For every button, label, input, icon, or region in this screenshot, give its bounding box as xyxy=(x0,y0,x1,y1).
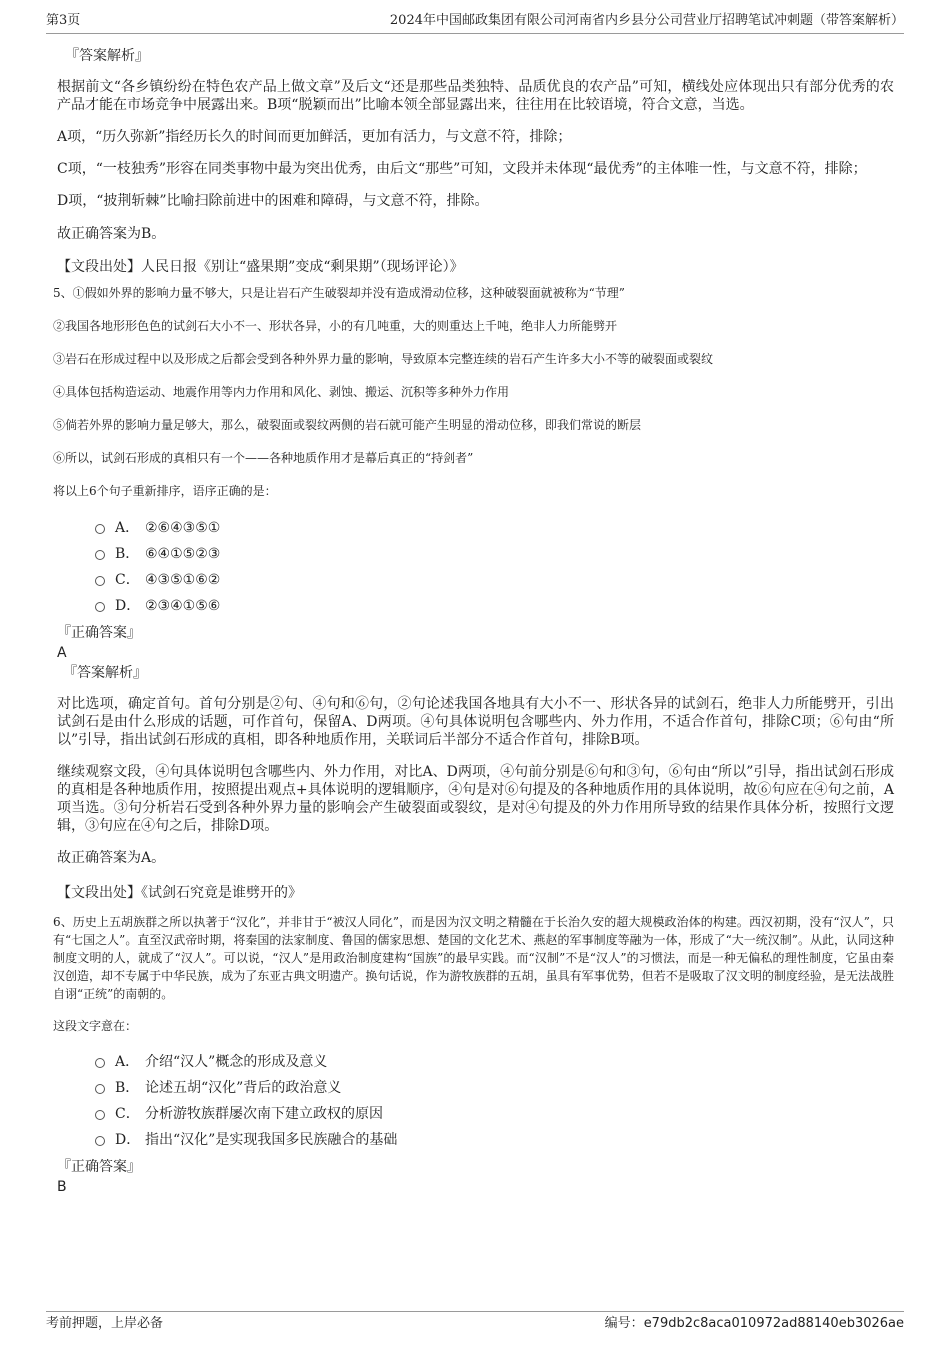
analysis-label: 『答案解析』 xyxy=(63,665,147,681)
option-text: ⑥④①⑤②③ xyxy=(145,546,221,562)
question-sentence: ②我国各地形形色色的试剑石大小不一、形状各异，小的有几吨重，大的则重达上千吨，绝非人力所能劈开 xyxy=(53,319,618,333)
option-text: 指出“汉化”是实现我国多民族融合的基础 xyxy=(145,1132,398,1148)
question-prompt: 这段文字意在： xyxy=(53,1019,138,1033)
analysis-conclusion: 故正确答案为B。 xyxy=(57,226,166,242)
radio-button-icon[interactable] xyxy=(95,1136,105,1146)
option-b[interactable]: B． 论述五胡“汉化”背后的政治意义 xyxy=(57,1075,894,1101)
option-text: 分析游牧族群屡次南下建立政权的原因 xyxy=(145,1106,383,1122)
question-sentence: ⑤倘若外界的影响力量足够大，那么，破裂面或裂纹两侧的岩石就可能产生明显的滑动位移，即我们常说的断层 xyxy=(53,418,642,432)
analysis-paragraph: 对比选项，确定首句。首句分别是②句、④句和⑥句，②句论述我国各地具有大小不一、形状各异的试剑石，绝非人力所能劈开，引出试剑石是由什么形成的话题，可作首句，保留A、D两项。④句具体说明包含哪些内、外力作用，不适合作首句，排除C项；⑥句由“所以”引导，指出试剑石形成的真相，即各种地质作用，关联词后半部分不适合作首句，排除B项。 xyxy=(57,696,894,748)
analysis-paragraph: A项，“历久弥新”指经历长久的时间而更加鲜活，更加有活力，与文意不符，排除； xyxy=(57,129,572,145)
option-text: ②⑥④③⑤① xyxy=(145,520,221,536)
page-header xyxy=(46,13,904,34)
option-b[interactable]: B． ⑥④①⑤②③ xyxy=(57,541,894,567)
document-code-value: e79db2c8aca010972ad88140eb3026ae xyxy=(643,1316,904,1331)
radio-button-icon[interactable] xyxy=(95,1084,105,1094)
option-a[interactable]: A． 介绍“汉人”概念的形成及意义 xyxy=(57,1049,894,1075)
analysis-paragraph: D项，“披荆斩棘”比喻扫除前进中的困难和障碍，与文意不符，排除。 xyxy=(57,193,489,209)
option-text: ④③⑤①⑥② xyxy=(145,572,221,588)
correct-answer: A xyxy=(57,645,67,661)
correct-answer-label: 『正确答案』 xyxy=(57,1159,141,1175)
source-citation: 【文段出处】人民日报《别让“盛果期”变成“剩果期”（现场评论）》 xyxy=(57,259,464,275)
radio-button-icon[interactable] xyxy=(95,602,105,612)
question-sentence: ⑥所以，试剑石形成的真相只有一个——各种地质作用才是幕后真正的“持剑者” xyxy=(53,451,474,465)
radio-button-icon[interactable] xyxy=(95,1110,105,1120)
option-text: ②③④①⑤⑥ xyxy=(145,598,221,614)
option-text: 介绍“汉人”概念的形成及意义 xyxy=(145,1054,328,1070)
footer-slogan: 考前押题，上岸必备 xyxy=(46,1316,164,1331)
correct-answer: B xyxy=(57,1179,67,1195)
source-citation: 【文段出处】《试剑石究竟是谁劈开的》 xyxy=(57,885,302,901)
document-code xyxy=(605,1316,904,1332)
option-d[interactable]: D． ②③④①⑤⑥ xyxy=(57,593,894,619)
radio-button-icon[interactable] xyxy=(95,550,105,560)
radio-button-icon[interactable] xyxy=(95,524,105,534)
question-prompt: 将以上6个句子重新排序，语序正确的是： xyxy=(53,484,277,498)
option-a[interactable]: A． ②⑥④③⑤① xyxy=(57,515,894,541)
question-stem: 6、历史上五胡族群之所以执著于“汉化”，并非甘于“被汉人同化”，而是因为汉文明之精髓在于长治久安的超大规模政治体的构建。西汉初期，没有“汉人”，只有“七国之人”。直至汉武帝时期，将秦国的法家制度、鲁国的儒家思想、楚国的文化艺术、燕赵的军事制度等融为一体，形成了“大一统汉制”。从此，认同这种制度文明的人，就成了“汉人”。可以说，“汉人”是用政治制度建构“国族”的最早实践。而“汉制”不是“汉人”的习惯法，而是一种无偏私的理性制度，它虽由秦汉创造，却不专属于中华民族，成为了东亚古典文明遗产。换句话说，作为游牧族群的五胡，虽具有军事优势，但若不是吸取了汉文明的制度经验，是无法战胜自诩“正统”的南朝的。 xyxy=(53,915,894,1001)
option-text: 论述五胡“汉化”背后的政治意义 xyxy=(145,1080,342,1096)
page-footer xyxy=(46,1311,904,1331)
document-body xyxy=(53,46,894,1197)
question-sentence: ③岩石在形成过程中以及形成之后都会受到各种外界力量的影响，导致原本完整连续的岩石产生许多大小不等的破裂面或裂纹 xyxy=(53,352,714,366)
analysis-label: 『答案解析』 xyxy=(65,48,149,64)
analysis-paragraph: C项，“一枝独秀”形容在同类事物中最为突出优秀，由后文“那些”可知，文段并未体现“最优秀”的主体唯一性，与文意不符，排除； xyxy=(57,161,867,177)
question-sentence: 5、①假如外界的影响力量不够大，只是让岩石产生破裂却并没有造成滑动位移，这种破裂面就被称为“节理” xyxy=(53,286,625,300)
radio-button-icon[interactable] xyxy=(95,1058,105,1068)
analysis-paragraph: 继续观察文段，④句具体说明包含哪些内、外力作用，对比A、D两项，④句前分别是⑥句和③句，⑥句由“所以”引导，指出试剑石形成的真相是各种地质作用，按照提出观点+具体说明的逻辑顺序，④句是对⑥句提及的各种地质作用的具体说明，故⑥句应在④句之前，A项当选。③句分析岩石受到各种外界力量的影响会产生破裂面或裂纹，是对④句提及的外力作用所导致的结果作具体分析，按照行文逻辑，③句应在④句之后，排除D项。 xyxy=(57,764,894,834)
option-d[interactable]: D． 指出“汉化”是实现我国多民族融合的基础 xyxy=(57,1127,894,1153)
answer-options xyxy=(57,1049,894,1153)
option-c[interactable]: C． 分析游牧族群屡次南下建立政权的原因 xyxy=(57,1101,894,1127)
document-title: 2024年中国邮政集团有限公司河南省内乡县分公司营业厅招聘笔试冲刺题（带答案解析） xyxy=(389,13,904,28)
question-sentence: ④具体包括构造运动、地震作用等内力作用和风化、剥蚀、搬运、沉积等多种外力作用 xyxy=(53,385,510,399)
answer-options xyxy=(57,515,894,619)
option-c[interactable]: C． ④③⑤①⑥② xyxy=(57,567,894,593)
page-number: 第3页 xyxy=(46,13,81,28)
document-code-label: 编号： xyxy=(604,1316,644,1331)
radio-button-icon[interactable] xyxy=(95,576,105,586)
correct-answer-label: 『正确答案』 xyxy=(57,625,141,641)
analysis-paragraph: 根据前文“各乡镇纷纷在特色农产品上做文章”及后文“还是那些品类独特、品质优良的农产品”可知，横线处应体现出只有部分优秀的农产品才能在市场竞争中展露出来。B项“脱颖而出”比喻本领全部显露出来，往往用在比较语境，符合文意，当选。 xyxy=(57,79,894,113)
analysis-conclusion: 故正确答案为A。 xyxy=(57,850,166,866)
